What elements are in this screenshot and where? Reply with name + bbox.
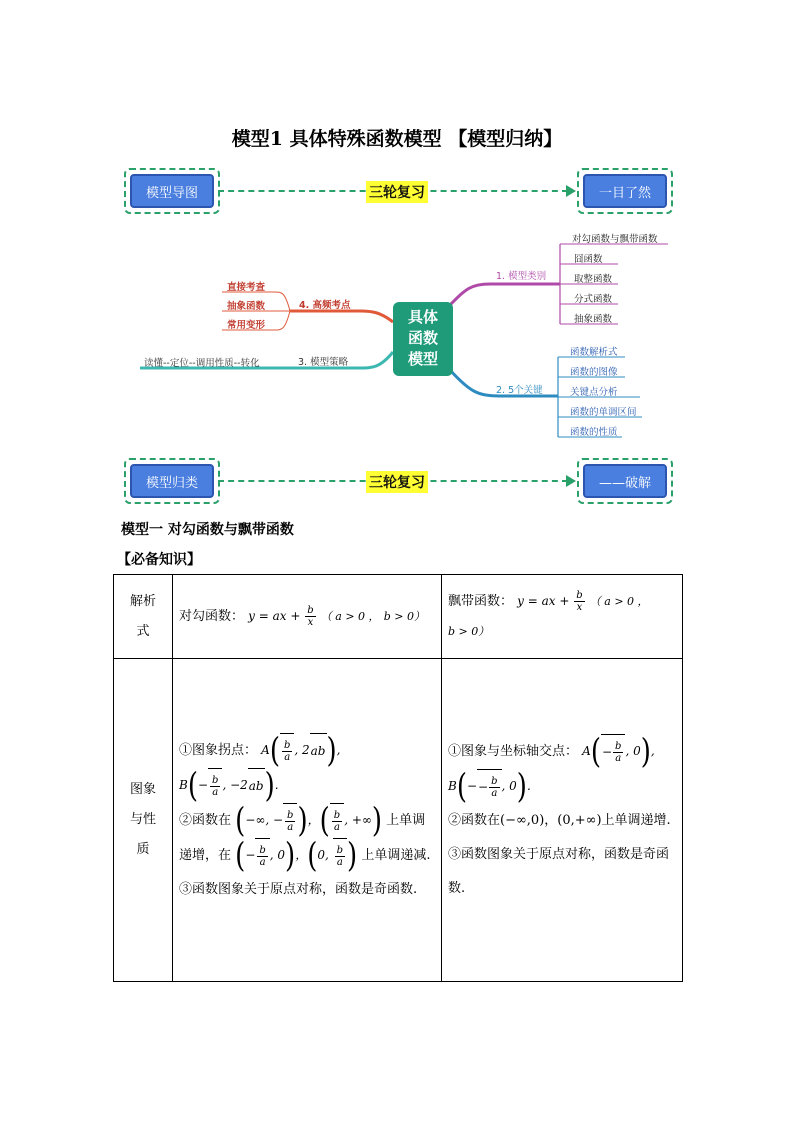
nav-solve-button[interactable] (577, 458, 673, 504)
top-review-highlight: 三轮复习 (366, 181, 428, 203)
branch1-item: 取整函数 (574, 274, 613, 285)
page-title: 模型1 具体特殊函数模型 【模型归纳】 (231, 128, 563, 150)
branch4-item: 常用变形 (227, 320, 266, 331)
branch1-item: 分式函数 (574, 294, 613, 305)
nike-function-properties (173, 659, 442, 982)
branch1-item: 对勾函数与飘带函数 (572, 234, 658, 245)
branch4-item: 抽象函数 (227, 301, 266, 312)
center-line-2: 函数 (407, 329, 438, 347)
branch1-label: 1. 模型类别 (496, 271, 547, 282)
branch2-item: 函数的单调区间 (570, 407, 637, 418)
center-line-1: 具体 (407, 308, 438, 326)
ribbon-function-expression: 飘带函数： y = ax + $\frac{b}{x}$ （ a > 0 ， b > 0） (442, 575, 683, 659)
branch1-item: 抽象函数 (574, 314, 613, 325)
section-subheading: 【必备知识】 (117, 552, 201, 568)
nav-classify-label: 模型归类 (130, 464, 214, 498)
nike-function-expression: 对勾函数： y = ax + $\frac{b}{x}$ （ a > 0 ， b > 0） (173, 575, 442, 659)
nav-overview-label: 一目了然 (583, 174, 667, 208)
ribbon-symmetry: ③函数图象关于原点对称，函数是奇函数. (448, 847, 670, 896)
branch2-item: 关键点分析 (570, 387, 618, 398)
bottom-arrow-icon (566, 475, 576, 487)
branch1-item: 囧函数 (574, 254, 603, 265)
nike-turning-points: ①图象拐点： A( $\frac{b}{a}$ , 2ab), B(− $\frac{b}{a}$ , −2ab). (179, 731, 341, 805)
row-head-graph: 图象与性质 (114, 659, 173, 982)
mindmap-connectors (0, 0, 794, 460)
branch4-label: 4. 高频考点 (299, 300, 351, 311)
nike-monotonicity: ②函数在 (−∞, − $\frac{b}{a}$ )，( $\frac{b}{a}$ , +∞) 上单调递增，在 (− $\frac{b}{a}$ , 0)，(0, $\frac{b}{a}$ ) 上单调递减. (179, 801, 431, 875)
nav-solve-label: ——破解 (583, 464, 667, 498)
branch2-item: 函数解析式 (570, 347, 618, 358)
mindmap-center-node (393, 302, 453, 376)
ribbon-formula: y = ax + $\frac{b}{x}$ (517, 590, 583, 613)
section-heading: 模型一 对勾函数与飘带函数 (121, 522, 294, 538)
ribbon-function-properties (442, 659, 683, 982)
branch2-item: 函数的性质 (570, 427, 618, 438)
center-line-3: 模型 (407, 350, 438, 368)
ribbon-axis-intersections: ①图象与坐标轴交点： A(− $\frac{b}{a}$ , 0), B(−− $\frac{b}{a}$ , 0). (448, 732, 655, 806)
nav-mindmap-label: 模型导图 (130, 174, 214, 208)
row-head-expression: 解析式 (114, 575, 173, 659)
ribbon-monotonicity: ②函数在(−∞,0)，(0,+∞)上单调递增. (448, 813, 671, 828)
branch2-item: 函数的图像 (570, 367, 618, 378)
branch3-item: 读懂--定位--调用性质--转化 (144, 358, 260, 369)
nike-symmetry: ③函数图象关于原点对称，函数是奇函数. (179, 882, 418, 897)
bottom-review-highlight: 三轮复习 (366, 471, 428, 493)
nav-classify-button[interactable] (124, 458, 220, 504)
knowledge-table (113, 574, 683, 982)
branch2-label: 2. 5个关键 (496, 385, 543, 396)
branch3-label: 3. 模型策略 (298, 357, 349, 368)
nike-formula: y = ax + $\frac{b}{x}$ (248, 605, 314, 628)
branch4-item: 直接考查 (227, 282, 266, 293)
